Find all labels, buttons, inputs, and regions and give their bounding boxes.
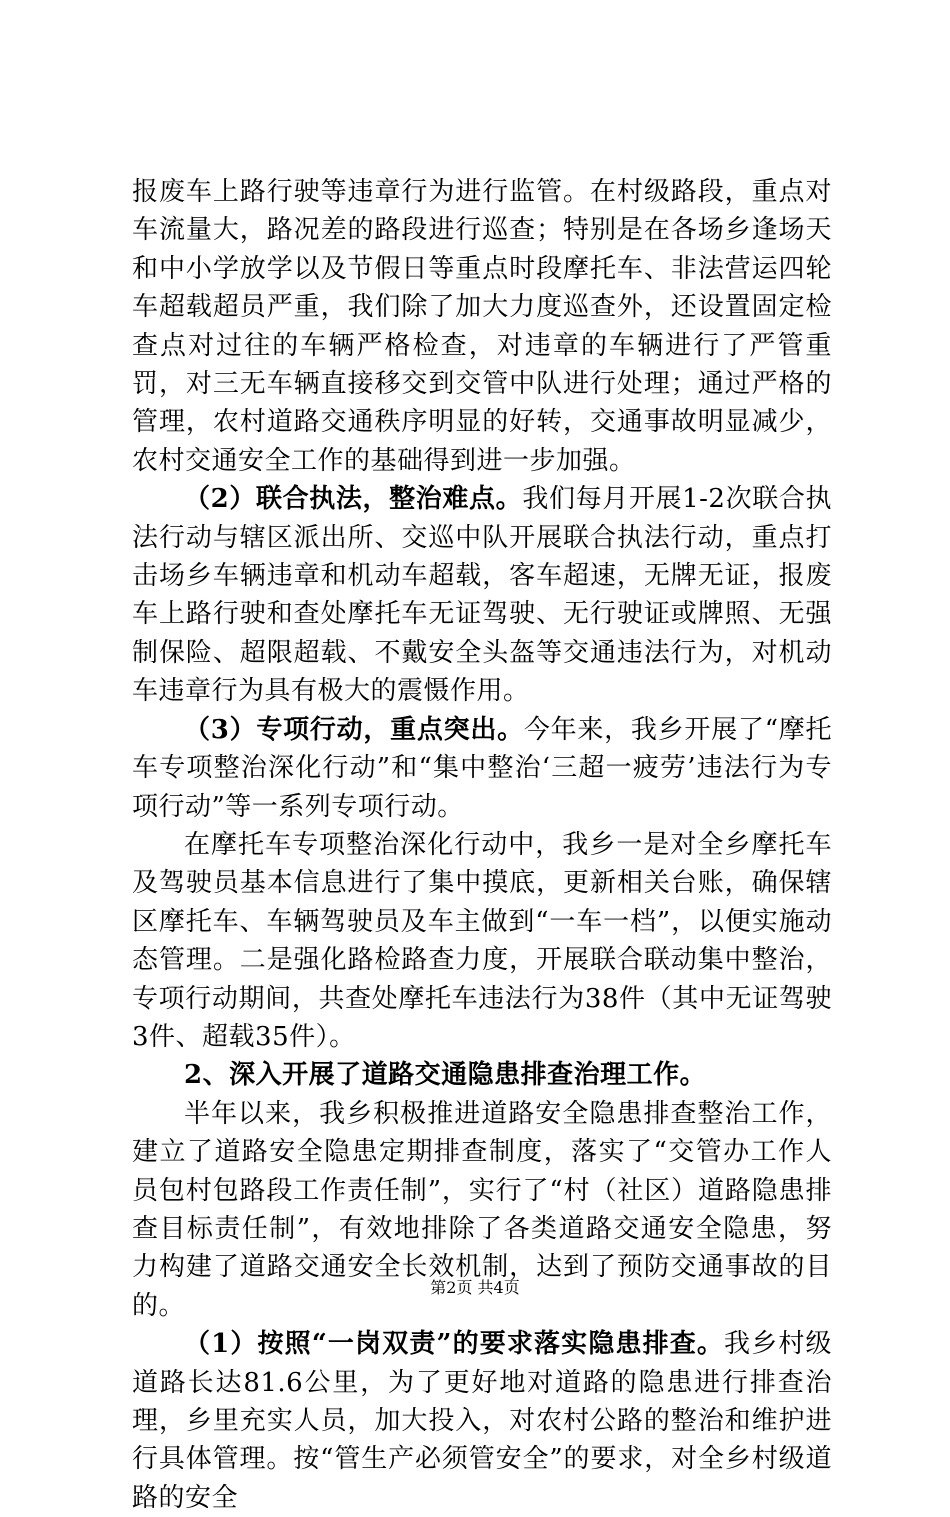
- paragraph-2-text: 我们每月开展1-2次联合执法行动与辖区派出所、交巡中队开展联合执法行动，重点打击场乡车辆违章和机动车超载，客车超速，无牌无证，报废车上路行驶和查处摩托车无证驾驶、无行驶证或牌照、无强制保险、超限超载、不戴安全头盔等交通违法行为，对机动车违章行为具有极大的震慑作用。: [132, 484, 832, 707]
- section-heading-2: 2、深入开展了道路交通隐患排查治理工作。: [184, 1060, 707, 1091]
- paragraph-6-text: 半年以来，我乡积极推进道路安全隐患排查整治工作，建立了道路安全隐患定期排查制度，落实了“交管办工作人员包村包路段工作责任制”，实行了“村（社区）道路隐患排查目标责任制”，有效地排除了各类道路交通安全隐患，努力构建了道路交通安全长效机制，达到了预防交通事故的目的。: [132, 1098, 832, 1321]
- page-footer: 第2页 共4页: [430, 1278, 520, 1297]
- paragraph-7-heading: （1）按照“一岗双责”的要求落实隐患排查。: [184, 1329, 725, 1360]
- paragraph-2-heading: （2）联合执法，整治难点。: [184, 484, 523, 515]
- paragraph-1: [132, 173, 832, 480]
- paragraph-7-text: 我乡村级道路长达81.6公里，为了更好地对道路的隐患进行排查治理，乡里充实人员，加大投入，对农村公路的整治和维护进行具体管理。按“管生产必须管安全”的要求，对全乡村级道路的安全: [132, 1329, 832, 1513]
- paragraph-4: [132, 826, 832, 1056]
- paragraph-7: [132, 1325, 832, 1517]
- paragraph-2: [132, 480, 832, 710]
- paragraph-5: [132, 1056, 832, 1094]
- paragraph-3-text: 今年来，我乡开展了“摩托车专项整治深化行动”和“集中整治‘三超一疲劳’违法行为专项行动”等一系列专项行动。: [132, 714, 832, 822]
- document-body: [132, 173, 832, 1517]
- paragraph-3: [132, 711, 832, 826]
- paragraph-1-text: 报废车上路行驶等违章行为进行监管。在村级路段，重点对车流量大，路况差的路段进行巡查；特别是在各场乡逢场天和中小学放学以及节假日等重点时段摩托车、非法营运四轮车超载超员严重，我们除了加大力度巡查外，还设置固定检查点对过往的车辆严格检查，对违章的车辆进行了严管重罚，对三无车辆直接移交到交管中队进行处理；通过严格的管理，农村道路交通秩序明显的好转，交通事故明显减少，农村交通安全工作的基础得到进一步加强。: [132, 177, 832, 476]
- paragraph-3-heading: （3）专项行动，重点突出。: [184, 714, 524, 745]
- paragraph-4-text: 在摩托车专项整治深化行动中，我乡一是对全乡摩托车及驾驶员基本信息进行了集中摸底，更新相关台账，确保辖区摩托车、车辆驾驶员及车主做到“一车一档”，以便实施动态管理。二是强化路检路查力度，开展联合联动集中整治，专项行动期间，共查处摩托车违法行为38件（其中无证驾驶3件、超载35件）。: [132, 829, 832, 1052]
